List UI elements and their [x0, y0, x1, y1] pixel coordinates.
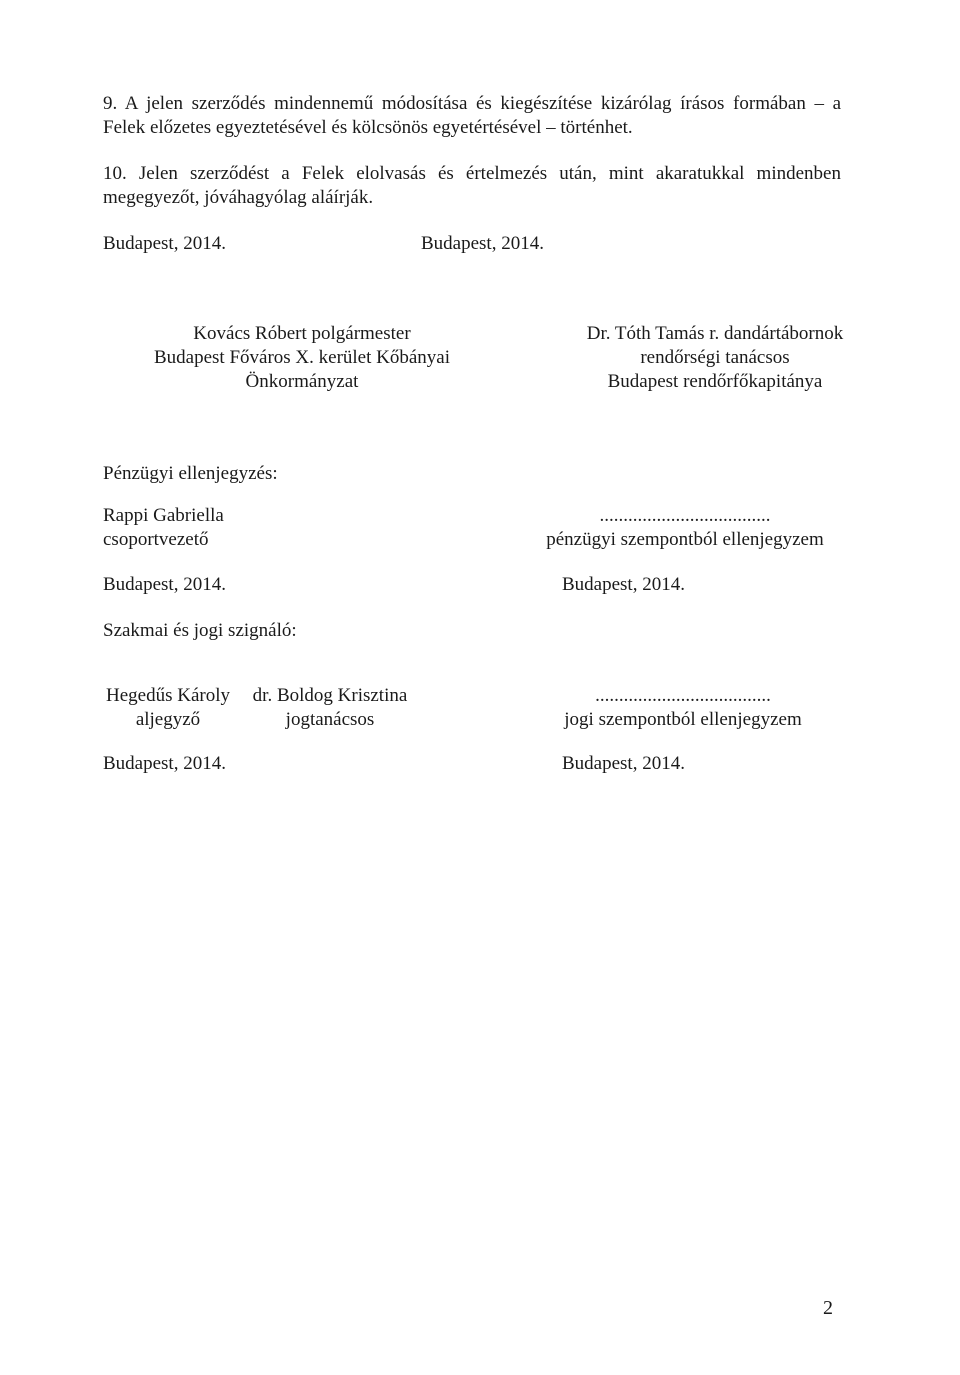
signatory-right-name: Dr. Tóth Tamás r. dandártábornok: [586, 323, 844, 344]
financial-date-left: Budapest, 2014.: [103, 574, 226, 595]
legal-signature-line: .....................................: [595, 685, 771, 706]
signatory-left-org: Budapest Főváros X. kerület Kőbányai: [153, 347, 451, 368]
financial-signer: [103, 504, 224, 552]
clause-10-line-1: 10. Jelen szerződést a Felek elolvasás és értelmezés után, mint akaratukkal mindenben: [103, 163, 841, 184]
legal-sign-label: jogi szempontból ellenjegyzem: [564, 709, 802, 730]
financial-signature-line: ....................................: [599, 505, 771, 526]
clause-10-line-2: megegyezőt, jóváhagyólag aláírják.: [103, 187, 374, 208]
clause-9: [103, 92, 841, 140]
financial-signer-role: csoportvezető: [103, 529, 209, 550]
legal-signer-1-name: Hegedűs Károly: [106, 685, 230, 706]
signatory-left-org-2: Önkormányzat: [245, 371, 359, 392]
signatory-left-name: Kovács Róbert polgármester: [193, 323, 411, 344]
signatory-right: [560, 322, 870, 394]
legal-signer-2-name: dr. Boldog Krisztina: [252, 685, 408, 706]
clause-9-line-1: 9. A jelen szerződés mindennemű módosítása és kiegészítése kizárólag írásos formában – a: [103, 93, 841, 114]
legal-signer-2-role: jogtanácsos: [285, 709, 375, 730]
signatory-right-title: rendőrségi tanácsos: [640, 347, 790, 368]
legal-heading: Szakmai és jogi szignáló:: [103, 620, 297, 641]
legal-signer-1-role: aljegyző: [135, 709, 201, 730]
page-number: 2: [823, 1297, 833, 1319]
financial-sign-label: pénzügyi szempontból ellenjegyzem: [546, 529, 824, 550]
financial-date-right: Budapest, 2014.: [562, 574, 685, 595]
financial-heading: Pénzügyi ellenjegyzés:: [103, 463, 278, 484]
legal-date-left: Budapest, 2014.: [103, 753, 226, 774]
clause-9-line-2: Felek előzetes egyeztetésével és kölcsönös egyetértésével – történhet.: [103, 117, 633, 138]
legal-signer-1: [103, 684, 233, 732]
date-right: Budapest, 2014.: [421, 233, 544, 254]
clause-10: [103, 162, 841, 210]
financial-signer-name: Rappi Gabriella: [103, 505, 224, 526]
financial-signature-block: [540, 504, 830, 552]
legal-date-right: Budapest, 2014.: [562, 753, 685, 774]
date-left: Budapest, 2014.: [103, 233, 226, 254]
signatory-left: [103, 322, 501, 394]
legal-signer-2: [240, 684, 420, 732]
signatory-right-org: Budapest rendőrfőkapitánya: [607, 371, 823, 392]
legal-signature-block: [548, 684, 818, 732]
